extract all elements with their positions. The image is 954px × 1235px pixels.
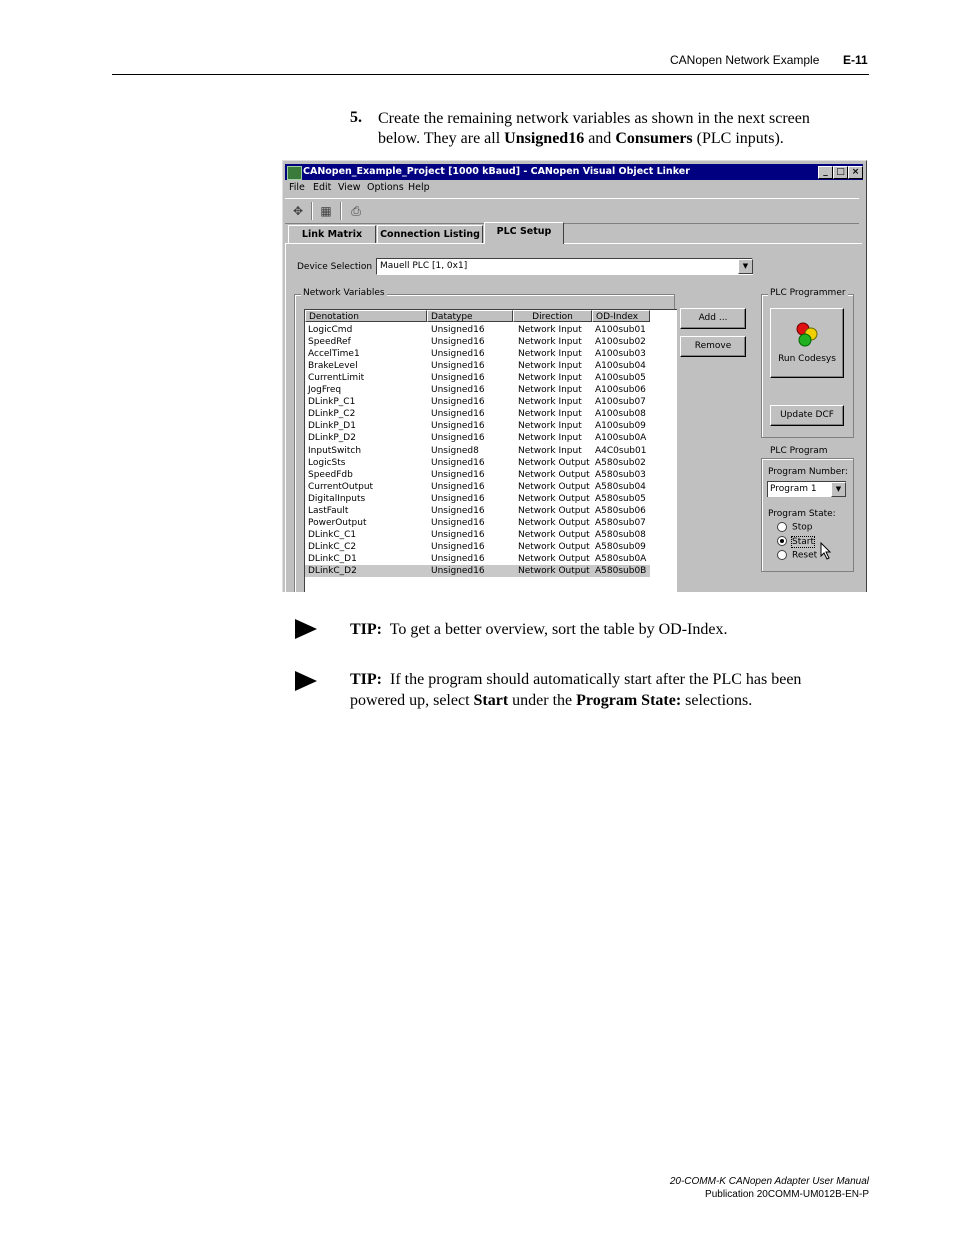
menu-edit[interactable]: Edit [313,182,332,193]
table-row[interactable] [305,541,650,553]
chevron-down-icon[interactable]: ▼ [831,482,846,497]
running-header-title: CANopen Network Example [670,53,820,67]
tip-arrow-icon [295,619,317,639]
cell-direction: Network Output [518,481,590,492]
column-header-od-index[interactable]: OD-Index [592,310,650,322]
cell-od-index: A100sub09 [595,421,646,432]
cell-datatype: Unsigned16 [431,361,485,372]
cell-od-index: A100sub08 [595,409,646,420]
footer-manual-title: 20-COMM-K CANopen Adapter User Manual [669,1176,869,1187]
plc-program-label: PLC Program [770,446,828,456]
table-row[interactable] [305,469,650,481]
cell-datatype: Unsigned16 [431,505,485,516]
cell-od-index: A100sub03 [595,349,646,360]
cell-datatype: Unsigned16 [431,385,485,396]
radio-label: Start [792,536,814,547]
cell-od-index: A580sub0A [595,553,647,564]
tab-link-matrix[interactable]: Link Matrix [288,225,376,243]
cell-direction: Network Output [518,553,590,564]
app-icon [287,166,302,180]
run-codesys-button[interactable] [770,308,844,378]
cell-denotation: DLinkP_D2 [308,433,356,444]
cell-datatype: Unsigned16 [431,337,485,348]
plc-programmer-label: PLC Programmer [770,288,846,298]
table-row[interactable] [305,336,650,348]
radio-stop[interactable] [777,522,812,533]
window-titlebar [285,164,863,180]
cell-denotation: CurrentLimit [308,373,365,384]
table-row[interactable] [305,457,650,469]
radio-start[interactable] [777,536,814,547]
radio-label: Stop [792,522,813,533]
table-row[interactable] [305,432,650,444]
radio-label: Reset [792,550,818,561]
mouse-cursor-icon [820,542,832,560]
cell-od-index: A100sub01 [595,325,646,335]
cell-denotation: LastFault [308,505,349,516]
cell-denotation: DLinkC_D1 [308,553,357,564]
table-row[interactable] [305,396,650,408]
radio-circle-icon [777,536,787,546]
cell-datatype: Unsigned16 [431,469,485,480]
cell-datatype: Unsigned16 [431,517,485,528]
cell-denotation: CurrentOutput [308,481,374,492]
cell-direction: Network Output [518,517,590,528]
cell-direction: Network Input [518,349,582,360]
cell-direction: Network Input [518,397,582,408]
toolbar-separator [311,202,313,220]
menu-file[interactable]: File [289,182,305,193]
cell-denotation: LogicSts [308,457,346,468]
table-row[interactable] [305,565,650,577]
network-scan-icon[interactable]: ✥ [292,204,304,218]
menu-help[interactable]: Help [408,182,430,193]
cell-denotation: DLinkP_C1 [308,397,356,408]
column-header-datatype[interactable]: Datatype [427,310,513,322]
cell-datatype: Unsigned16 [431,566,485,576]
network-variables-label: Network Variables [303,288,385,298]
cell-od-index: A580sub04 [595,481,646,492]
cell-datatype: Unsigned16 [431,457,485,468]
device-selection-label: Device Selection [297,262,373,272]
step-text: Create the remaining network variables as shown in the next screen below. They are all Unsigned16 and Consumers (PLC inputs). [378,110,810,147]
cell-direction: Network Output [518,566,590,576]
header-rule [112,74,869,75]
network-variables-list[interactable] [304,309,677,592]
program-state-label: Program State: [768,509,836,519]
cell-denotation: SpeedRef [308,337,351,348]
menu-view[interactable]: View [338,182,361,193]
cell-od-index: A580sub09 [595,541,646,552]
tab-plc-setup[interactable]: PLC Setup [484,222,564,244]
cell-datatype: Unsigned8 [431,445,479,456]
cell-denotation: DLinkC_C1 [308,529,357,540]
cell-datatype: Unsigned16 [431,541,485,552]
cell-od-index: A580sub0B [595,566,647,576]
table-row[interactable] [305,372,650,384]
radio-reset[interactable] [777,550,817,561]
cell-od-index: A580sub02 [595,457,646,468]
tip-1: TIP: To get a better overview, sort the table by OD-Index. [350,621,728,638]
cell-datatype: Unsigned16 [431,433,485,444]
cell-denotation: DLinkP_D1 [308,421,356,432]
cell-od-index: A100sub06 [595,385,646,396]
cell-direction: Network Input [518,373,582,384]
cell-od-index: A580sub07 [595,517,646,528]
menu-options[interactable]: Options [367,182,404,193]
table-row[interactable] [305,553,650,565]
cell-direction: Network Output [518,493,590,504]
cell-direction: Network Input [518,421,582,432]
cell-od-index: A580sub03 [595,469,646,480]
program-number-value: Program 1 [770,484,817,494]
cell-direction: Network Input [518,433,582,444]
cell-denotation: InputSwitch [308,445,362,456]
cell-datatype: Unsigned16 [431,409,485,420]
cell-datatype: Unsigned16 [431,529,485,540]
minimize-button[interactable]: _ [818,166,833,179]
cell-datatype: Unsigned16 [431,349,485,360]
maximize-button[interactable]: □ [833,166,848,179]
radio-circle-icon [777,550,787,560]
cell-direction: Network Output [518,505,590,516]
tab-connection-listing[interactable]: Connection Listing [377,225,483,243]
cell-direction: Network Input [518,385,582,396]
cell-od-index: A100sub04 [595,361,646,372]
table-row[interactable] [305,360,650,372]
remove-button[interactable]: Remove [680,336,746,357]
cell-denotation: SpeedFdb [308,469,353,480]
table-row[interactable] [305,324,650,336]
toolbar [285,198,859,224]
device-selection-combo[interactable] [376,258,753,275]
cell-datatype: Unsigned16 [431,493,485,504]
cell-direction: Network Output [518,469,590,480]
cell-denotation: DigitalInputs [308,493,366,504]
cell-od-index: A100sub07 [595,397,646,408]
cell-od-index: A100sub02 [595,337,646,348]
cell-od-index: A4C0sub01 [595,445,647,456]
table-row[interactable] [305,481,650,493]
program-number-label: Program Number: [768,467,848,477]
cell-denotation: LogicCmd [308,325,353,335]
config-icon[interactable]: ▦ [320,204,332,218]
device-selection-value: Mauell PLC [1, 0x1] [380,261,468,271]
cell-direction: Network Input [518,361,582,372]
radio-circle-icon [777,522,787,532]
cell-denotation: AccelTime1 [308,349,360,360]
update-dcf-button[interactable]: Update DCF [770,405,844,426]
print-icon[interactable]: ⎙ [351,204,361,218]
cell-denotation: BrakeLevel [308,361,358,372]
cell-od-index: A580sub06 [595,505,646,516]
cell-od-index: A580sub08 [595,529,646,540]
cell-denotation: DLinkC_C2 [308,541,357,552]
cell-denotation: DLinkC_D2 [308,566,357,576]
tip-2: TIP: If the program should automatically start after the PLC has been powered up, select Start under the Program State: selections. [350,671,802,709]
table-row[interactable] [305,384,650,396]
column-header-direction[interactable]: Direction [513,310,592,322]
window-title: CANopen_Example_Project [1000 kBaud] - CANopen Visual Object Linker [303,166,690,177]
cell-datatype: Unsigned16 [431,373,485,384]
cell-direction: Network Input [518,337,582,348]
close-button[interactable]: × [848,166,863,179]
table-row[interactable] [305,529,650,541]
table-row[interactable] [305,445,650,457]
program-state-radios [777,522,847,564]
cell-direction: Network Input [518,409,582,420]
step-number: 5. [350,109,362,126]
cell-denotation: DLinkP_C2 [308,409,356,420]
cell-direction: Network Output [518,529,590,540]
cell-denotation: PowerOutput [308,517,367,528]
cell-direction: Network Output [518,457,590,468]
cell-direction: Network Output [518,541,590,552]
cell-od-index: A100sub0A [595,433,647,444]
cell-direction: Network Input [518,445,582,456]
chevron-down-icon[interactable]: ▼ [738,259,753,274]
cell-datatype: Unsigned16 [431,553,485,564]
table-row[interactable] [305,408,650,420]
cell-denotation: JogFreq [308,385,342,396]
toolbar-separator [340,202,342,220]
cell-datatype: Unsigned16 [431,481,485,492]
table-row[interactable] [305,517,650,529]
table-row[interactable] [305,493,650,505]
run-codesys-label: Run Codesys [778,354,836,364]
table-row[interactable] [305,420,650,432]
cell-od-index: A580sub05 [595,493,646,504]
codesys-icon [794,321,820,347]
table-row[interactable] [305,348,650,360]
cell-od-index: A100sub05 [595,373,646,384]
add-button[interactable]: Add ... [680,308,746,329]
footer-publication: Publication 20COMM-UM012B-EN-P [705,1189,869,1200]
program-number-combo[interactable] [767,481,846,497]
cell-datatype: Unsigned16 [431,421,485,432]
page-number: E-11 [843,53,868,67]
table-row[interactable] [305,505,650,517]
column-header-denotation[interactable]: Denotation [305,310,427,322]
cell-datatype: Unsigned16 [431,397,485,408]
app-window-screenshot [282,160,867,592]
list-rows [305,324,677,592]
tip-arrow-icon [295,671,317,691]
cell-direction: Network Input [518,325,582,335]
cell-datatype: Unsigned16 [431,325,485,335]
